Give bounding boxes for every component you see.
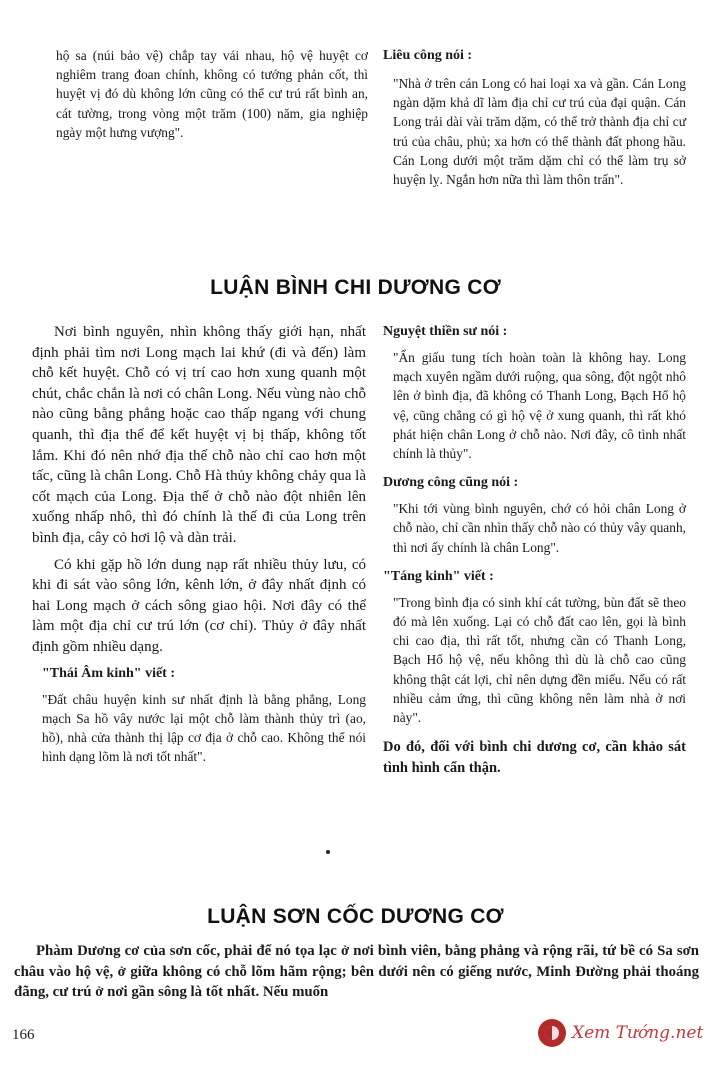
section2-title: LUẬN SƠN CỐC DƯƠNG CƠ	[207, 905, 504, 928]
section1-right-label-2: Dương công cũng nói :	[383, 475, 519, 491]
top-right-column	[383, 46, 686, 189]
yin-yang-logo-icon	[538, 1019, 566, 1047]
section1-left-paragraph-2: Có khi gặp hồ lớn dung nạp rất nhiều thủy lưu, có khi đi sát vào sông lớn, kênh lớn, ở đây nhất định có hai Long mạch ở cách sông giao hội. Nơi đây có thể làm một địa chỉ cư trú lớn (cơ chỉ). Thủy ở đây nhất định gồm nhiều dạng.	[32, 556, 366, 655]
top-left-column	[56, 46, 368, 142]
page-number: 166	[12, 1027, 35, 1043]
section1-right-column	[383, 322, 686, 778]
section1-left-column	[32, 322, 366, 766]
section1-left-label: "Thái Âm kinh" viết :	[42, 665, 176, 681]
top-left-quote: hộ sa (núi bảo vệ) chắp tay vái nhau, hộ vệ huyệt cơ nghiêm trang đoan chính, không có tướng phản cốt, thì huyệt vị đó dù không lớn cũng có thể cư trú rất bình an, cát tường, trong vòng một trăm (100) năm, gia nghiệp ngày một hưng vượng".	[56, 48, 368, 140]
section1-right-conclusion: Do đó, đối với bình chi dương cơ, cần khảo sát tình hình cẩn thận.	[383, 739, 686, 776]
section1-right-quote-1: "Ẩn giấu tung tích hoàn toàn là không hay. Long mạch xuyên ngầm dưới ruộng, qua sông, đột ngột nhô lên ở bình địa, đã không có Thanh Long, Bạch Hổ hộ vệ, cũng chẳng có gì hộ vệ ở xung quanh, thì rất khó phát hiện chân Long ở chỗ nào. Nơi đây, cô tình nhất chính là thủy".	[393, 350, 686, 462]
section2-body	[14, 941, 699, 1003]
section1-right-quote-2: "Khi tới vùng bình nguyên, chớ có hỏi chân Long ở chỗ nào, chỉ cần nhìn thấy chỗ nào có thủy vây quanh, thì nơi ấy chính là chân Long".	[393, 501, 686, 555]
section1-right-label-3: "Táng kinh" viết :	[383, 568, 494, 584]
section1-right-label-1: Nguyệt thiền sư nói :	[383, 324, 508, 339]
section1-left-paragraph-1: Nơi bình nguyên, nhìn không thấy giới hạn, nhất định phải tìm nơi Long mạch lai khứ (đi và đến) làm chỗ kết huyệt. Chỗ có vị trí cao hơn xung quanh một chút, chắc chắn là nơi có chân Long. Nếu vùng nào chỗ nào cũng bằng phẳng hoặc cao thấp ngang với chung quanh, thì địa thế để kết huyệt vị bị thấp, không tốt lắm. Khi đó nên nhớ địa thế chỗ nào chỉ cao hơn một tấc, cũng là chân Long. Chỗ Hà thủy không chảy qua là cốt mạch của Long. Địa thế ở chỗ nào đột nhiên lên xuống nhấp nhô, thì đó chính là thế đi của Long trên bình địa, cây cỏ hơi lộ và dàn trải.	[32, 324, 366, 546]
print-speck	[326, 850, 330, 854]
section1-left-quote: "Đất châu huyện kinh sư nhất định là bằng phẳng, Long mạch Sa hồ vây nước lại một chỗ làm thành thủy trì (ao, hồ), nhà cửa thành thị lập cơ địa ở chỗ cao. Không thể nói hình dạng lõm là nơi tốt nhất".	[42, 691, 366, 765]
section1-right-quote-3: "Trong bình địa có sinh khí cát tường, bùn đất sẽ theo đó mà lên xuống. Lại có chỗ đất cao lên, gọi là bình chi cao địa, thì rất tốt, nhưng cần có Thanh Long, Bạch Hổ hộ vệ, nếu không thì dù là chỗ cao cũng không thật cát lợi, chỉ nên dựng đền miếu. Nếu có rất nhiều cảm ứng, thì cũng không nên làm nhà ở nơi này".	[393, 594, 686, 726]
top-right-quote: "Nhà ở trên cán Long có hai loại xa và gần. Cán Long ngàn dặm khả dĩ làm địa chỉ cư trú của đại quận. Cán Long trải dài vài trăm dặm, có thể trở thành địa chỉ cư trú của châu, phủ; xa hơn có thể thành đất phong hầu. Cán Long dưới một trăm dặm chỉ có thể làm trụ sở huyện lỵ. Ngắn hơn nữa thì làm thôn trấn".	[393, 76, 686, 188]
top-right-label: Liêu công nói :	[383, 48, 473, 63]
section1-title: LUẬN BÌNH CHI DƯƠNG CƠ	[210, 276, 501, 299]
watermark-text: Xem Tướng.net	[572, 1023, 704, 1043]
site-watermark	[538, 1012, 706, 1054]
section2-paragraph: Phàm Dương cơ của sơn cốc, phải để nó tọa lạc ở nơi bình viên, bằng phẳng và rộng rãi, tứ bề có Sa sơn châu vào hộ vệ, ở giữa không có chỗ lõm hãm rộng; bên dưới nên có giếng nước, Minh Đường phải thoáng đãng, cư trú ở nơi gần sông là tốt nhất. Nếu muốn	[14, 943, 699, 1001]
